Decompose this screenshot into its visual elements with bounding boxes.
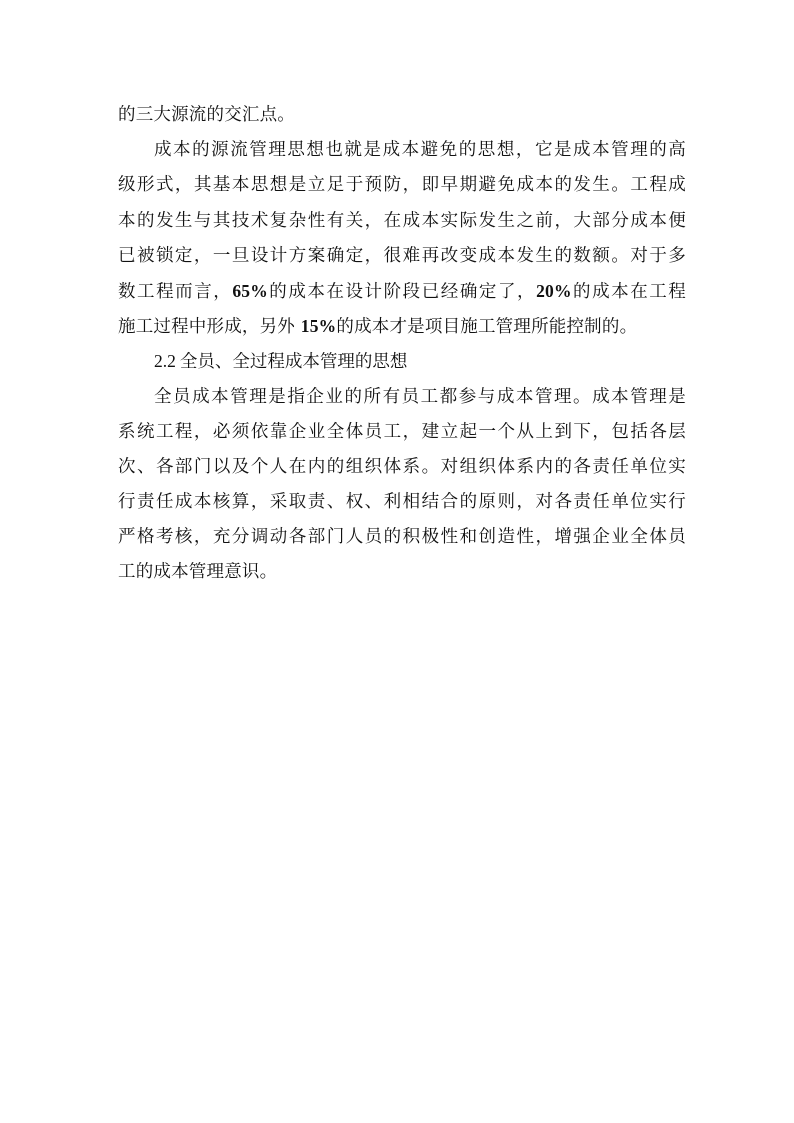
paragraph-line: 的三大源流的交汇点。: [118, 105, 295, 125]
section-title: 全员、全过程成本管理的思想: [179, 352, 408, 373]
text-run: 的成本在工程: [571, 281, 686, 302]
paragraph-line: 本的发生与其技术复杂性有关，在成本实际发生之前，大部分成本便: [118, 210, 686, 231]
section-number: 2.2: [154, 351, 176, 372]
paragraph-line: 级形式，其基本思想是立足于预防，即早期避免成本的发生。工程成: [118, 175, 686, 196]
percentage-value: 20%: [536, 280, 572, 301]
text-run: 施工过程中形成，另外: [118, 317, 301, 338]
paragraph-line: 成本的源流管理思想也就是成本避免的思想，它是成本管理的高: [154, 140, 686, 161]
percentage-value: 15%: [300, 316, 337, 337]
paragraph-line: 已被锁定，一旦设计方案确定，很难再改变成本发生的数额。对于多: [118, 245, 686, 266]
paragraph-line: 行责任成本核算，采取责、权、利相结合的原则，对各责任单位实行: [118, 492, 686, 513]
paragraph-line: 系统工程，必须依靠企业全体员工，建立起一个从上到下，包括各层: [118, 421, 686, 442]
text-run: 的成本在设计阶段已经确定了，: [267, 281, 537, 302]
section-heading: [118, 344, 686, 379]
paragraph-line: 工的成本管理意识。: [118, 562, 278, 583]
paragraph-line: 全员成本管理是指企业的所有员工都参与成本管理。成本管理是: [154, 386, 686, 407]
paragraph-line: [118, 309, 686, 344]
paragraph-line: [118, 274, 686, 309]
text-run: 的成本才是项目施工管理所能控制的。: [336, 317, 638, 338]
percentage-value: 65%: [232, 280, 268, 301]
document-body: [118, 98, 686, 591]
text-run: 数工程而言，: [118, 281, 233, 302]
paragraph-line: 严格考核，充分调动各部门人员的积极性和创造性，增强企业全体员: [118, 527, 686, 548]
paragraph-line: 次、各部门以及个人在内的组织体系。对组织体系内的各责任单位实: [118, 456, 686, 477]
